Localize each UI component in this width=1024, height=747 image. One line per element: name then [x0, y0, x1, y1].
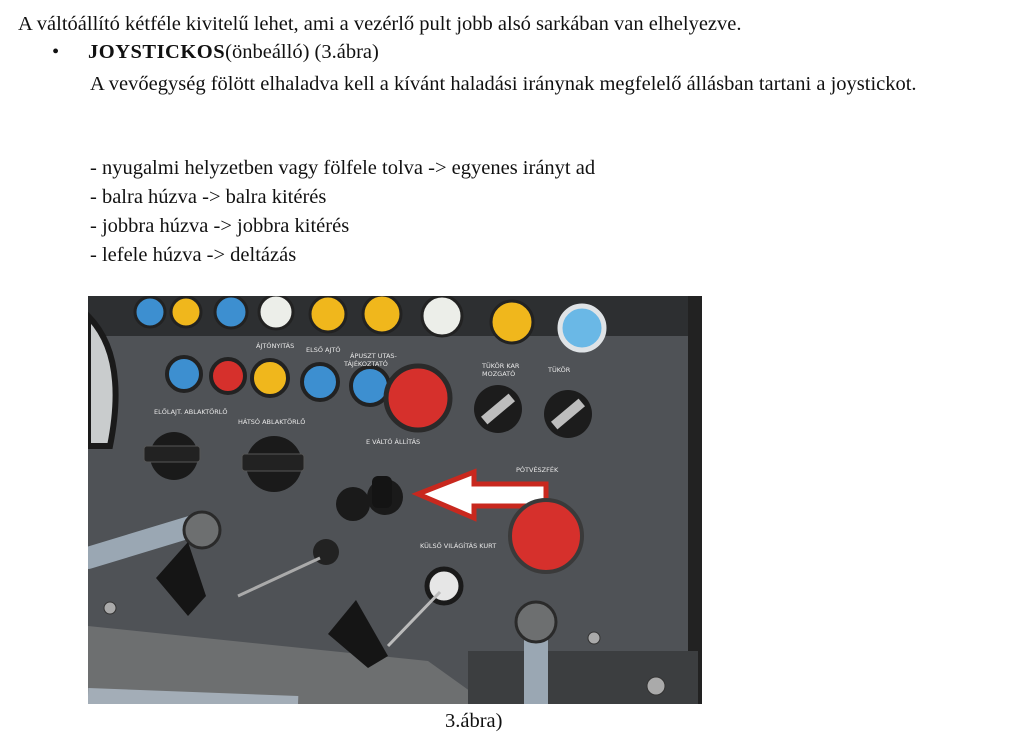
svg-text:TÜKÖR KAR: TÜKÖR KAR [482, 362, 520, 370]
bullet-symbol: • [52, 41, 60, 63]
svg-text:ÁJTÓNYITÁS: ÁJTÓNYITÁS [256, 342, 295, 350]
joystick-icon [372, 476, 392, 508]
svg-text:TÁJÉKOZTATÓ: TÁJÉKOZTATÓ [344, 360, 388, 368]
svg-text:ÁPUSZT UTAS-: ÁPUSZT UTAS- [350, 352, 397, 360]
svg-text:HÁTSÓ ABLAKTÖRLŐ: HÁTSÓ ABLAKTÖRLŐ [238, 418, 306, 426]
figure-caption: 3.ábra) [445, 710, 503, 732]
svg-text:KÜLSŐ VILÁGÍTÁS KURT: KÜLSŐ VILÁGÍTÁS KURT [420, 542, 497, 550]
control-panel-illustration [88, 296, 702, 704]
control-panel-photo [88, 296, 702, 704]
list-item: - jobbra húzva -> jobbra kitérés [90, 215, 350, 237]
svg-text:PÓTVÉSZFÉK: PÓTVÉSZFÉK [516, 466, 559, 474]
intro-paragraph: A váltóállító kétféle kivitelű lehet, ami a vezérlő pult jobb alsó sarkában van elhelyezve. [18, 13, 742, 35]
bullet-suffix: (önbeálló) (3.ábra) [225, 41, 379, 63]
list-item: - balra húzva -> balra kitérés [90, 186, 327, 208]
direction-list [90, 154, 595, 270]
bullet-title: JOYSTICKOS [88, 41, 226, 63]
emergency-stop-button [386, 366, 450, 430]
light-switch [427, 569, 461, 603]
bullet-heading [52, 38, 379, 66]
joystick-description: A vevőegység fölött elhaladva kell a kívánt haladási iránynak megfelelő állásban tartani a joystickot. [90, 73, 917, 95]
backup-brake-button [510, 500, 582, 572]
svg-text:E VÁLTÓ ÁLLÍTÁS: E VÁLTÓ ÁLLÍTÁS [366, 438, 421, 446]
list-item: - nyugalmi helyzetben vagy fölfele tolva -> egyenes irányt ad [90, 157, 596, 179]
svg-text:ELŐLAJT. ABLAKTÖRLŐ: ELŐLAJT. ABLAKTÖRLŐ [154, 408, 228, 416]
svg-text:ELSŐ AJTÓ: ELSŐ AJTÓ [306, 346, 341, 354]
svg-text:TÜKÖR: TÜKÖR [548, 366, 571, 374]
list-item: - lefele húzva -> deltázás [90, 244, 297, 266]
svg-text:MOZGATÓ: MOZGATÓ [482, 370, 516, 378]
